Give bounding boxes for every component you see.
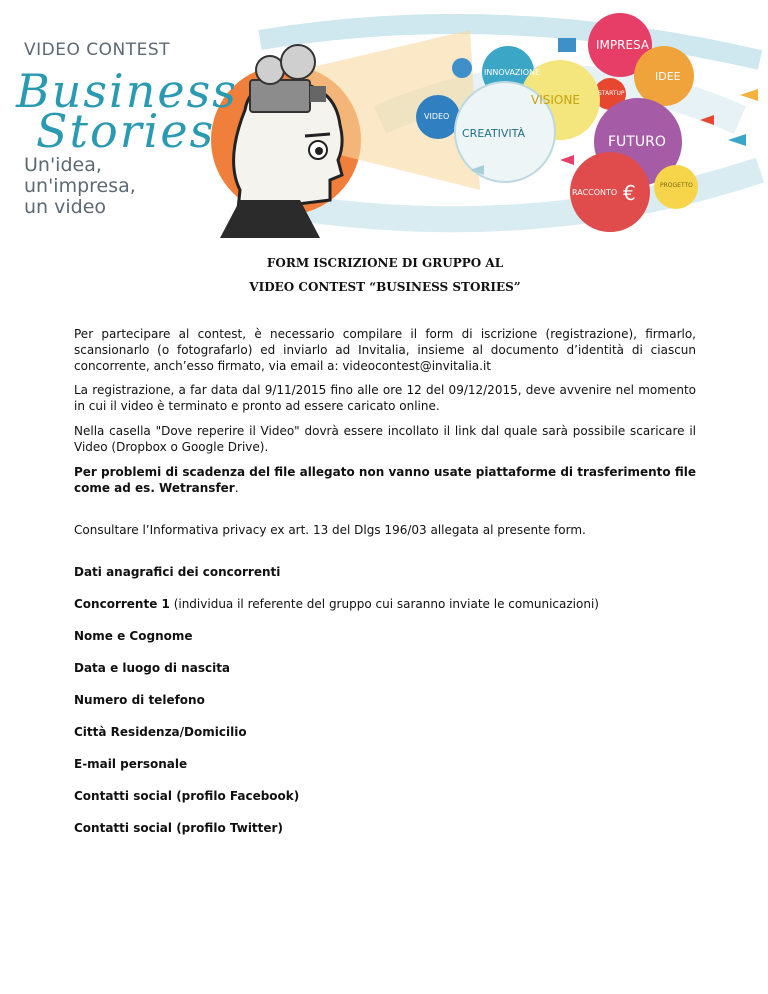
brand-title-business: Business	[16, 64, 238, 118]
field-label-twitter: Contatti social (profilo Twitter)	[74, 821, 283, 835]
bubble-label-video: VIDEO	[424, 112, 450, 121]
competitor-label: Concorrente 1	[74, 597, 170, 611]
field-label-email: E-mail personale	[74, 757, 188, 771]
header-banner	[0, 0, 768, 238]
bubble-label-innovazione: INNOVAZIONE	[484, 68, 541, 77]
bubble-label-racconto: RACCONTO	[572, 188, 618, 197]
privacy-paragraph: Consultare l’Informativa privacy ex art. 13 del Dlgs 196/03 allegata al presente form.	[74, 523, 586, 537]
bubble-label-progetto: PROGETTO	[660, 182, 693, 189]
form-document	[74, 256, 696, 836]
tagline	[24, 155, 136, 218]
bubble-label-visione: VISIONE	[531, 93, 580, 107]
brand-title-small: VIDEO CONTEST	[24, 40, 171, 60]
instructions-paragraph: Per partecipare al contest, è necessario compilare il form di iscrizione (registrazione), firmarlo, scansionarlo (o fotografarlo) ed inviarlo ad Invitalia, insieme al documento d’identità di ciascun concorrente, anch’esso firmato, via email a: videocontest@invitalia.it	[74, 327, 696, 373]
field-label-phone: Numero di telefono	[74, 693, 205, 707]
competitor-heading	[74, 596, 696, 612]
form-heading-line-2: VIDEO CONTEST “BUSINESS STORIES”	[249, 280, 521, 294]
competitor-note: (individua il referente del gruppo cui saranno inviate le comunicazioni)	[169, 597, 599, 611]
bubble-label-idee: IDEE	[655, 70, 681, 83]
bubble-label-impresa: IMPRESA	[596, 38, 650, 52]
video-link-paragraph: Nella casella "Dove reperire il Video" dovrà essere incollato il link dal quale sarà possibile scaricare il Video (Dropbox o Google Drive).	[74, 424, 696, 454]
tagline-line: un'impresa,	[24, 175, 136, 197]
field-label-facebook: Contatti social (profilo Facebook)	[74, 789, 300, 803]
bubble-label-startup: STARTUP	[598, 90, 625, 97]
form-heading-line-1: FORM ISCRIZIONE DI GRUPPO AL	[266, 256, 504, 270]
section-title: Dati anagrafici dei concorrenti	[74, 565, 281, 579]
registration-period-paragraph: La registrazione, a far data dal 9/11/2015 fino alle ore 12 del 09/12/2015, deve avvenire nel momento in cui il video è terminato e pronto ad essere caricato online.	[74, 383, 696, 413]
field-label-birth: Data e luogo di nascita	[74, 661, 231, 675]
euro-symbol: €	[623, 181, 636, 205]
tagline-line: Un'idea,	[24, 154, 102, 176]
field-label-name: Nome e Cognome	[74, 629, 193, 643]
warning-period: .	[234, 481, 239, 495]
field-label-city: Città Residenza/Domicilio	[74, 725, 247, 739]
brand-title-stories: Stories	[36, 104, 216, 158]
warning-text: Per problemi di scadenza del file allegato non vanno usate piattaforme di trasferimento file come ad es. Wetransfer	[74, 465, 696, 495]
bubble-label-creativita: CREATIVITÀ	[462, 127, 526, 140]
bubble-label-futuro: FUTURO	[608, 134, 666, 150]
warning-paragraph	[74, 464, 696, 496]
tagline-line: un video	[24, 196, 107, 218]
